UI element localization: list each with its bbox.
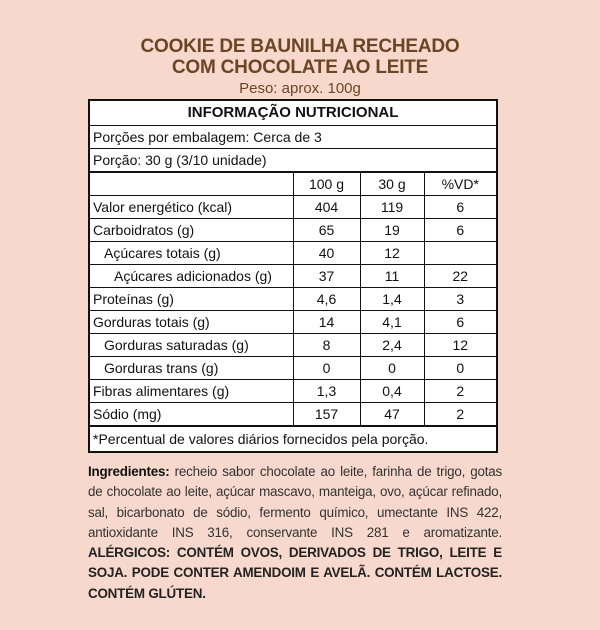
nutrient-value-100g: 1,3 <box>293 380 360 403</box>
nutrient-value-100g: 37 <box>293 265 360 288</box>
nutrient-value-vd: 3 <box>424 288 496 311</box>
nutrient-value-100g: 157 <box>293 403 360 427</box>
nutrient-value-100g: 14 <box>293 311 360 334</box>
product-header <box>0 36 600 99</box>
product-title-line-2: COM CHOCOLATE AO LEITE <box>171 57 429 78</box>
allergen-warning: ALÉRGICOS: CONTÉM OVOS, DERIVADOS DE TRIGO, LEITE E SOJA. PODE CONTER AMENDOIM E AVELÃ. CONTÉM LACTOSE. CONTÉM GLÚTEN. <box>88 545 502 601</box>
servings-per-package: Porções por embalagem: Cerca de 3 <box>90 126 496 149</box>
nutrient-name: Gorduras trans (g) <box>90 357 293 380</box>
column-header-vd: %VD* <box>424 173 496 196</box>
table-row <box>90 311 496 334</box>
nutrient-name: Gorduras totais (g) <box>90 311 293 334</box>
nutrient-value-vd: 2 <box>424 380 496 403</box>
product-title-line-1: COOKIE DE BAUNILHA RECHEADO <box>140 36 460 57</box>
nutrient-value-vd: 6 <box>424 311 496 334</box>
nutrient-value-100g: 4,6 <box>293 288 360 311</box>
table-row <box>90 242 496 265</box>
column-header-30g: 30 g <box>360 173 424 196</box>
nutrient-value-vd <box>424 242 496 265</box>
nutrient-value-30g: 0,4 <box>360 380 424 403</box>
nutrient-name: Fibras alimentares (g) <box>90 380 293 403</box>
nutrient-name: Açúcares adicionados (g) <box>90 265 293 288</box>
table-row <box>90 265 496 288</box>
nutrient-value-30g: 19 <box>360 219 424 242</box>
table-row <box>90 219 496 242</box>
nutrient-value-100g: 40 <box>293 242 360 265</box>
nutrient-value-vd: 6 <box>424 219 496 242</box>
nutrient-name: Proteínas (g) <box>90 288 293 311</box>
nutrient-value-vd: 12 <box>424 334 496 357</box>
table-row <box>90 334 496 357</box>
serving-size: Porção: 30 g (3/10 unidade) <box>90 149 496 173</box>
column-header-100g: 100 g <box>293 173 360 196</box>
nutrient-value-30g: 12 <box>360 242 424 265</box>
nutrition-table <box>90 173 496 427</box>
nutrient-name: Açúcares totais (g) <box>90 242 293 265</box>
table-row <box>90 288 496 311</box>
table-row <box>90 380 496 403</box>
table-header-empty <box>90 173 293 196</box>
nutrient-name: Carboidratos (g) <box>90 219 293 242</box>
nutrient-value-30g: 0 <box>360 357 424 380</box>
nutrient-value-vd: 6 <box>424 196 496 219</box>
nutrient-value-100g: 0 <box>293 357 360 380</box>
ingredients-text: recheio sabor chocolate ao leite, farinha de trigo, gotas de chocolate ao leite, açúcar mascavo, manteiga, ovo, açúcar refinado, sal, bicarbonato de sódio, fermento químico, umectante INS 422, antioxidante INS 316, conservante INS 281 e aromatizante. <box>88 464 502 540</box>
table-row <box>90 357 496 380</box>
daily-value-footnote: *Percentual de valores diários fornecidos pela porção. <box>93 431 429 447</box>
nutrient-value-100g: 65 <box>293 219 360 242</box>
nutrient-value-vd: 0 <box>424 357 496 380</box>
nutrient-value-30g: 47 <box>360 403 424 427</box>
nutrient-name: Sódio (mg) <box>90 403 293 427</box>
nutrient-value-vd: 22 <box>424 265 496 288</box>
nutrient-value-100g: 8 <box>293 334 360 357</box>
nutrient-name: Valor energético (kcal) <box>90 196 293 219</box>
table-header-row <box>90 173 496 196</box>
table-row <box>90 403 496 427</box>
nutrient-name: Gorduras saturadas (g) <box>90 334 293 357</box>
nutrient-value-30g: 2,4 <box>360 334 424 357</box>
nutrient-value-30g: 1,4 <box>360 288 424 311</box>
ingredients-label: Ingredientes: <box>88 464 170 479</box>
product-weight: Peso: aprox. 100g <box>239 80 361 97</box>
nutrient-value-30g: 4,1 <box>360 311 424 334</box>
ingredients-block <box>88 462 502 604</box>
nutrient-value-30g: 11 <box>360 265 424 288</box>
nutrition-facts-panel <box>88 99 498 453</box>
table-row <box>90 196 496 219</box>
nutrient-value-vd: 2 <box>424 403 496 427</box>
nutrient-value-100g: 404 <box>293 196 360 219</box>
nutrition-panel-title: INFORMAÇÃO NUTRICIONAL <box>90 101 496 126</box>
nutrient-value-30g: 119 <box>360 196 424 219</box>
